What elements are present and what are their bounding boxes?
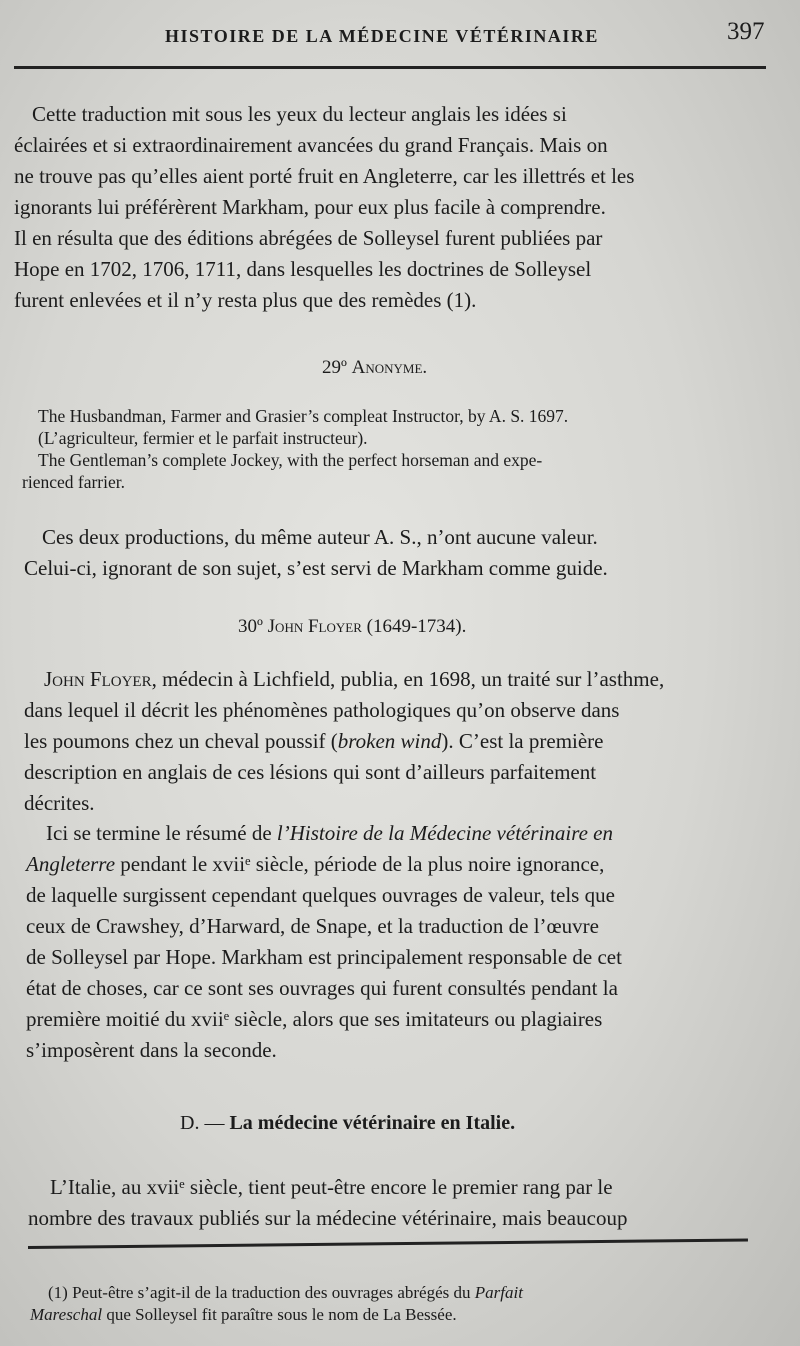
text-line: nombre des travaux publiés sur la médecine vétérinaire, mais beaucoup	[28, 1206, 628, 1230]
section-prefix: D. —	[180, 1112, 225, 1134]
paragraph-floyer	[24, 664, 665, 819]
section-heading-29	[322, 357, 427, 379]
footnote	[30, 1282, 523, 1326]
text-line: dans lequel il décrit les phénomènes pathologiques qu’on observe dans	[24, 698, 620, 722]
text-line: état de choses, car ce sont ses ouvrages qui furent consultés pendant la	[26, 976, 618, 1000]
text-line: ignorants lui préférèrent Markham, pour eux plus facile à comprendre.	[14, 195, 606, 219]
text-line: de Solleysel par Hope. Markham est principalement responsable de cet	[26, 945, 622, 969]
page-number: 397	[727, 18, 765, 45]
text-line: ne trouve pas qu’elles aient porté fruit en Angleterre, car les illettrés et les	[14, 164, 635, 188]
text-line: description en anglais de ces lésions qui sont d’ailleurs parfaitement	[24, 760, 597, 784]
italic-term: broken wind	[337, 729, 442, 753]
section-name: John Floyer	[267, 616, 362, 637]
section-number: 29º	[322, 357, 347, 378]
reference-line: The Gentleman’s complete Jockey, with the perfect horseman and expe-	[38, 450, 543, 470]
text-line: Hope en 1702, 1706, 1711, dans lesquelles les doctrines de Solleysel	[14, 257, 592, 281]
paragraph-summary	[26, 818, 622, 1066]
paragraph-anonyme	[24, 522, 608, 584]
text-line: Cette traduction mit sous les yeux du lecteur anglais les idées si	[32, 102, 567, 126]
text-line: Ici se termine le résumé de l’Histoire de la Médecine vétérinaire en	[46, 821, 613, 845]
text-line: Celui-ci, ignorant de son sujet, s’est servi de Markham comme guide.	[24, 556, 608, 580]
italic-title: Mareschal	[30, 1305, 103, 1324]
text-line: s’imposèrent dans la seconde.	[26, 1038, 277, 1062]
italic-title: Parfait	[474, 1283, 523, 1302]
text-line: Il en résulta que des éditions abrégées de Solleysel furent publiées par	[14, 226, 603, 250]
section-heading-30	[238, 616, 466, 638]
reference-line: (L’agriculteur, fermier et le parfait instructeur).	[38, 428, 368, 448]
text-line: première moitié du xviiᵉ siècle, alors que ses imitateurs ou plagiaires	[26, 1007, 603, 1031]
text-line: éclairées et si extraordinairement avancées du grand Français. Mais on	[14, 133, 608, 157]
section-name: Anonyme.	[351, 357, 428, 378]
reference-line: The Husbandman, Farmer and Grasier’s compleat Instructor, by A. S. 1697.	[38, 406, 569, 426]
text-line: L’Italie, au xviiᵉ siècle, tient peut-être encore le premier rang par le	[50, 1175, 613, 1199]
section-title-italy	[180, 1112, 515, 1135]
footnote-rule	[28, 1238, 748, 1249]
section-number: 30º	[238, 616, 263, 637]
italic-title: l’Histoire de la Médecine vétérinaire en	[276, 821, 613, 845]
section-title-text: La médecine vétérinaire en Italie.	[229, 1112, 516, 1134]
footnote-line: Mareschal que Solleysel fit paraître sous le nom de La Bessée.	[30, 1305, 457, 1324]
author-name: John Floyer	[44, 667, 152, 691]
text-line: ceux de Crawshey, d’Harward, de Snape, et la traduction de l’œuvre	[26, 914, 599, 938]
paragraph-translation	[14, 99, 635, 316]
text-line: John Floyer, médecin à Lichfield, publia, en 1698, un traité sur l’asthme,	[44, 667, 665, 691]
italic-title: Angleterre	[26, 852, 116, 876]
text-line: Ces deux productions, du même auteur A. S., n’ont aucune valeur.	[42, 525, 598, 549]
section-dates: (1649-1734).	[366, 616, 467, 637]
bibliographic-references	[22, 405, 569, 493]
paragraph-italy	[28, 1172, 628, 1234]
text-line: les poumons chez un cheval poussif (broken wind). C’est la première	[24, 729, 604, 753]
reference-line: rienced farrier.	[22, 472, 125, 492]
header-rule	[14, 66, 766, 69]
footnote-line: (1) Peut-être s’agit-il de la traduction des ouvrages abrégés du Parfait	[48, 1283, 523, 1302]
running-title: HISTOIRE DE LA MÉDECINE VÉTÉRINAIRE	[165, 26, 599, 46]
text-line: furent enlevées et il n’y resta plus que des remèdes (1).	[14, 288, 477, 312]
page-header	[0, 14, 800, 54]
text-line: de laquelle surgissent cependant quelques ouvrages de valeur, tels que	[26, 883, 615, 907]
text-line: décrites.	[24, 791, 95, 815]
text-line: Angleterre pendant le xviiᵉ siècle, période de la plus noire ignorance,	[26, 852, 605, 876]
